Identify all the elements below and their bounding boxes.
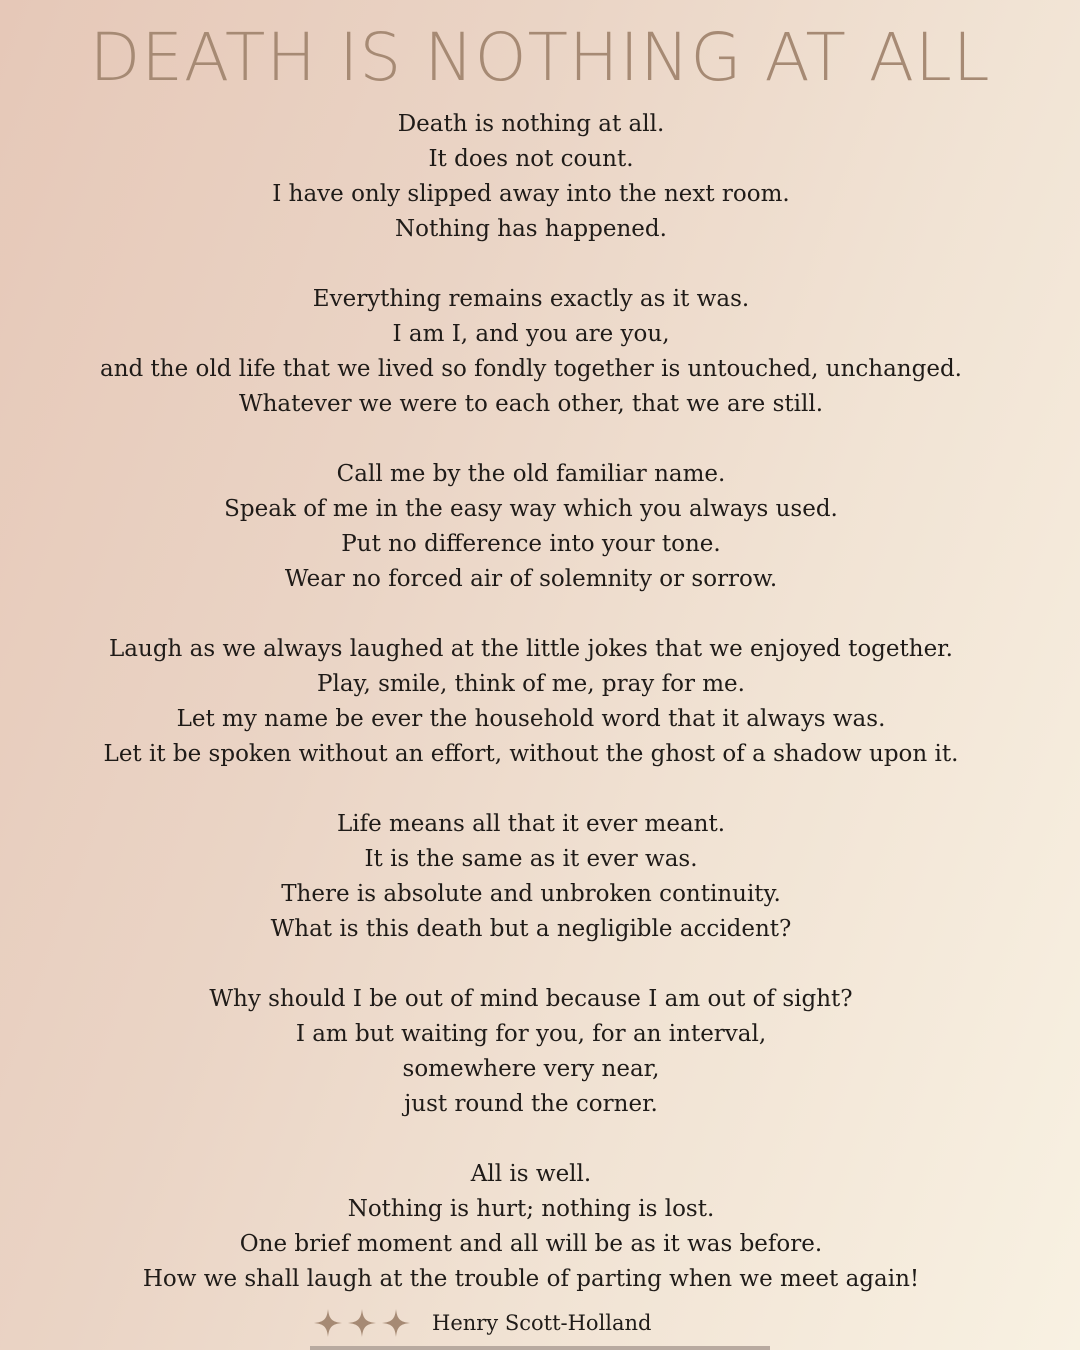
poem-line: Nothing has happened. [395,216,667,242]
poem-author: Henry Scott-Holland [432,1311,652,1335]
poem-line: Life means all that it ever meant. [336,811,726,837]
poem-line: somewhere very near, [402,1056,660,1082]
poem-line: Whatever we were to each other, that we are still. [238,391,824,417]
poem-line: One brief moment and all will be as it was before. [239,1231,823,1257]
poem-line: Laugh as we always laughed at the little jokes that we enjoyed together. [109,636,953,662]
poem-line: Nothing is hurt; nothing is lost. [347,1196,715,1222]
poem-line: It is the same as it ever was. [364,846,698,872]
poem-stanza [0,632,1062,772]
sparkle-icon [380,1307,412,1339]
poem-line: Play, smile, think of me, pray for me. [317,671,745,697]
poem-line: What is this death but a negligible accident? [270,916,792,942]
poem-line: Let my name be ever the household word that it always was. [176,706,886,732]
poem-line: and the old life that we lived so fondly together is untouched, unchanged. [100,356,962,382]
poem-line: just round the corner. [404,1091,658,1117]
poem-body [0,107,1062,1297]
poem-line: There is absolute and unbroken continuity. [281,881,781,907]
poem-line: Why should I be out of mind because I am out of sight? [209,986,853,1012]
poem-stanza [0,1157,1062,1297]
poem-stanza [0,107,1062,247]
bottom-divider [310,1346,770,1350]
poem-line: I am I, and you are you, [392,321,670,347]
poem-title: DEATH IS NOTHING AT ALL [89,19,991,96]
poem-footer [0,1305,1080,1341]
poem-line: I am but waiting for you, for an interval, [295,1021,767,1047]
poem-line: I have only slipped away into the next room. [272,181,790,207]
poem-line: Death is nothing at all. [397,111,665,137]
poem-line: It does not count. [428,146,634,172]
poem-line: Speak of me in the easy way which you always used. [224,496,838,522]
poem-line: Put no difference into your tone. [341,531,721,557]
poem-line: Everything remains exactly as it was. [312,286,750,312]
sparkle-icon [346,1307,378,1339]
poem-stanza [0,982,1062,1122]
poem-line: All is well. [470,1161,592,1187]
poem-stanza [0,282,1062,422]
poem-line: Call me by the old familiar name. [336,461,726,487]
star-ornament [312,1307,412,1339]
poem-stanza [0,457,1062,597]
poem-line: Let it be spoken without an effort, without the ghost of a shadow upon it. [103,741,959,767]
poem-stanza [0,807,1062,947]
poem-line: Wear no forced air of solemnity or sorrow. [284,566,778,592]
sparkle-icon [312,1307,344,1339]
poem-line: How we shall laugh at the trouble of parting when we meet again! [142,1266,920,1292]
